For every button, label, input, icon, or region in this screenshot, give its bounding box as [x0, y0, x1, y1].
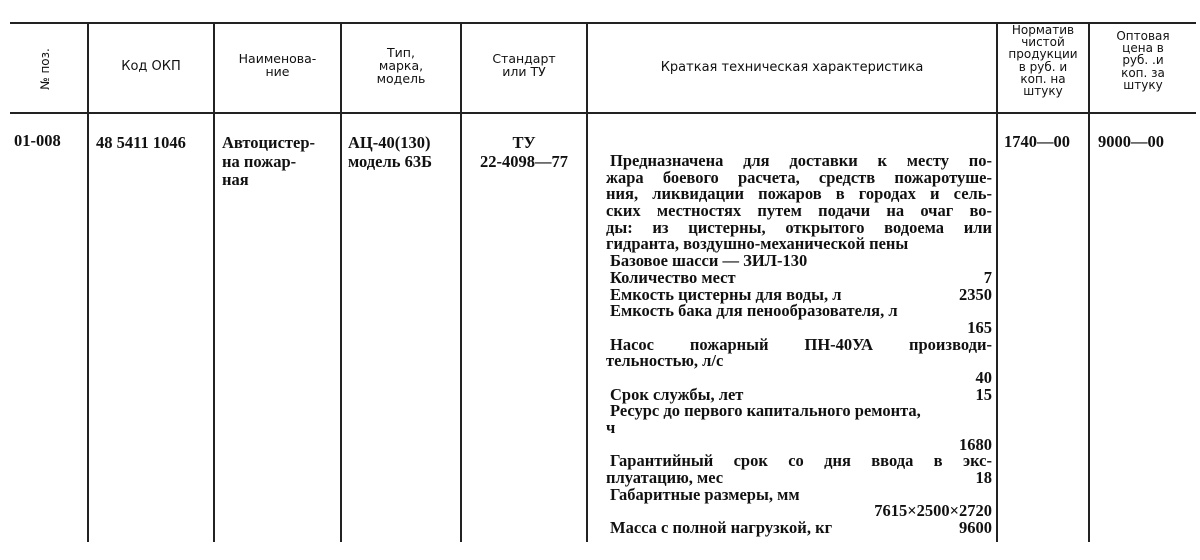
- spec-value: 9600: [959, 518, 992, 538]
- row-pos: 01-008: [14, 131, 61, 150]
- header-type-line: модель: [376, 71, 426, 87]
- row-standard: [462, 134, 586, 171]
- row-name-line: ная: [222, 170, 249, 190]
- description-line: ских местностях путем подачи на очаг во-: [606, 201, 992, 221]
- header-norm: [998, 24, 1088, 97]
- row-type-line: модель 63Б: [348, 151, 432, 171]
- header-price-line: штуку: [1123, 77, 1163, 92]
- header-name-line: Наименова-: [238, 51, 317, 66]
- description-line: ния, ликвидации пожаров в городах и сель-: [606, 184, 992, 204]
- header-standard-line: или ТУ: [502, 64, 546, 80]
- row-type: [348, 134, 460, 171]
- header-bottom-rule: [10, 112, 1196, 114]
- spec-label: Габаритные размеры, мм: [610, 484, 800, 504]
- header-description: Краткая техническая характеристика: [660, 60, 924, 75]
- spec-value: 40: [975, 367, 992, 387]
- header-price-line: Оптовая: [1116, 29, 1170, 43]
- row-norm: 1740—00: [1004, 132, 1070, 151]
- spec-mass: [606, 520, 992, 537]
- header-price-line: цена в: [1122, 41, 1164, 56]
- spec-label: Базовое шасси — ЗИЛ-130: [610, 251, 808, 271]
- row-type-line: АЦ-40(130): [348, 133, 431, 152]
- spec-value: 165: [967, 317, 992, 337]
- spec-label: Масса с полной нагрузкой, кг: [610, 518, 833, 538]
- header-price: [1090, 30, 1196, 91]
- header-norm-line: в руб. и: [1018, 59, 1068, 74]
- header-type-line: Тип,: [387, 45, 415, 60]
- header-norm-line: штуку: [1023, 84, 1063, 99]
- spec-label: ч: [606, 418, 616, 437]
- spec-label: плуатацию, мес: [606, 468, 724, 488]
- header-norm-line: коп. на: [1020, 71, 1066, 86]
- header-price-line: коп. за: [1121, 65, 1165, 80]
- description-line: гидранта, воздушно-механической пены: [606, 234, 909, 254]
- column-divider: [996, 22, 998, 542]
- technical-description: [606, 153, 992, 537]
- spec-value: 7615×2500×2720: [874, 501, 992, 521]
- spec-label: Ресурс до первого капитального ремонта,: [610, 401, 921, 421]
- spec-value: 7: [983, 267, 992, 287]
- header-norm-line: продукции: [1008, 47, 1078, 62]
- spec-value: 2350: [959, 284, 992, 304]
- spec-warranty: Гарантийный срок со дня ввода в экс-: [610, 451, 992, 471]
- spec-label: Количество мест: [610, 267, 736, 287]
- description-line: ды: из цистерны, открытого водоема или: [606, 217, 992, 237]
- spec-label: тельностью, л/с: [606, 351, 724, 371]
- row-standard-line: ТУ: [512, 133, 536, 152]
- row-standard-line: 22-4098—77: [480, 151, 568, 171]
- row-name: [222, 134, 340, 190]
- header-name: [215, 52, 340, 78]
- spec-label: Срок службы, лет: [610, 384, 744, 404]
- spec-resource: [606, 403, 992, 420]
- description-line: Предназначена для доставки к месту по-: [610, 151, 992, 170]
- header-okp: Код ОКП: [121, 59, 181, 74]
- column-divider: [87, 22, 89, 542]
- column-divider: [1088, 22, 1090, 542]
- row-name-line: Автоцистер-: [222, 133, 315, 152]
- spec-value: 1680: [959, 434, 992, 454]
- spec-seats: [606, 267, 992, 287]
- column-divider: [213, 22, 215, 542]
- spec-label: Емкость цистерны для воды, л: [610, 284, 842, 304]
- row-price: 9000—00: [1098, 132, 1164, 151]
- spec-label: Емкость бака для пенообразователя, л: [610, 301, 898, 321]
- header-name-line: ние: [265, 64, 290, 80]
- description-line: жара боевого расчета, средств пожаротуше-: [606, 167, 992, 187]
- header-type: [342, 46, 460, 85]
- row-okp: 48 5411 1046: [96, 133, 186, 152]
- row-name-line: на пожар-: [222, 151, 297, 171]
- spec-value: 18: [975, 468, 992, 488]
- header-standard-line: Стандарт: [492, 51, 556, 66]
- header-type-line: марка,: [378, 58, 424, 74]
- spec-foam: [606, 303, 992, 320]
- spec-resource-line2: [606, 420, 992, 437]
- column-divider: [586, 22, 588, 542]
- spec-value: 15: [975, 384, 992, 404]
- header-standard: [462, 52, 586, 78]
- spec-pump-line2: [606, 353, 992, 370]
- header-pos: № поз.: [38, 48, 52, 90]
- spec-pump: Насос пожарный ПН-40УА производи-: [610, 334, 992, 354]
- column-divider: [460, 22, 462, 542]
- header-norm-line: чистой: [1021, 35, 1065, 50]
- column-divider: [340, 22, 342, 542]
- header-norm-line: Норматив: [1011, 23, 1075, 37]
- header-price-line: руб. .и: [1122, 53, 1164, 68]
